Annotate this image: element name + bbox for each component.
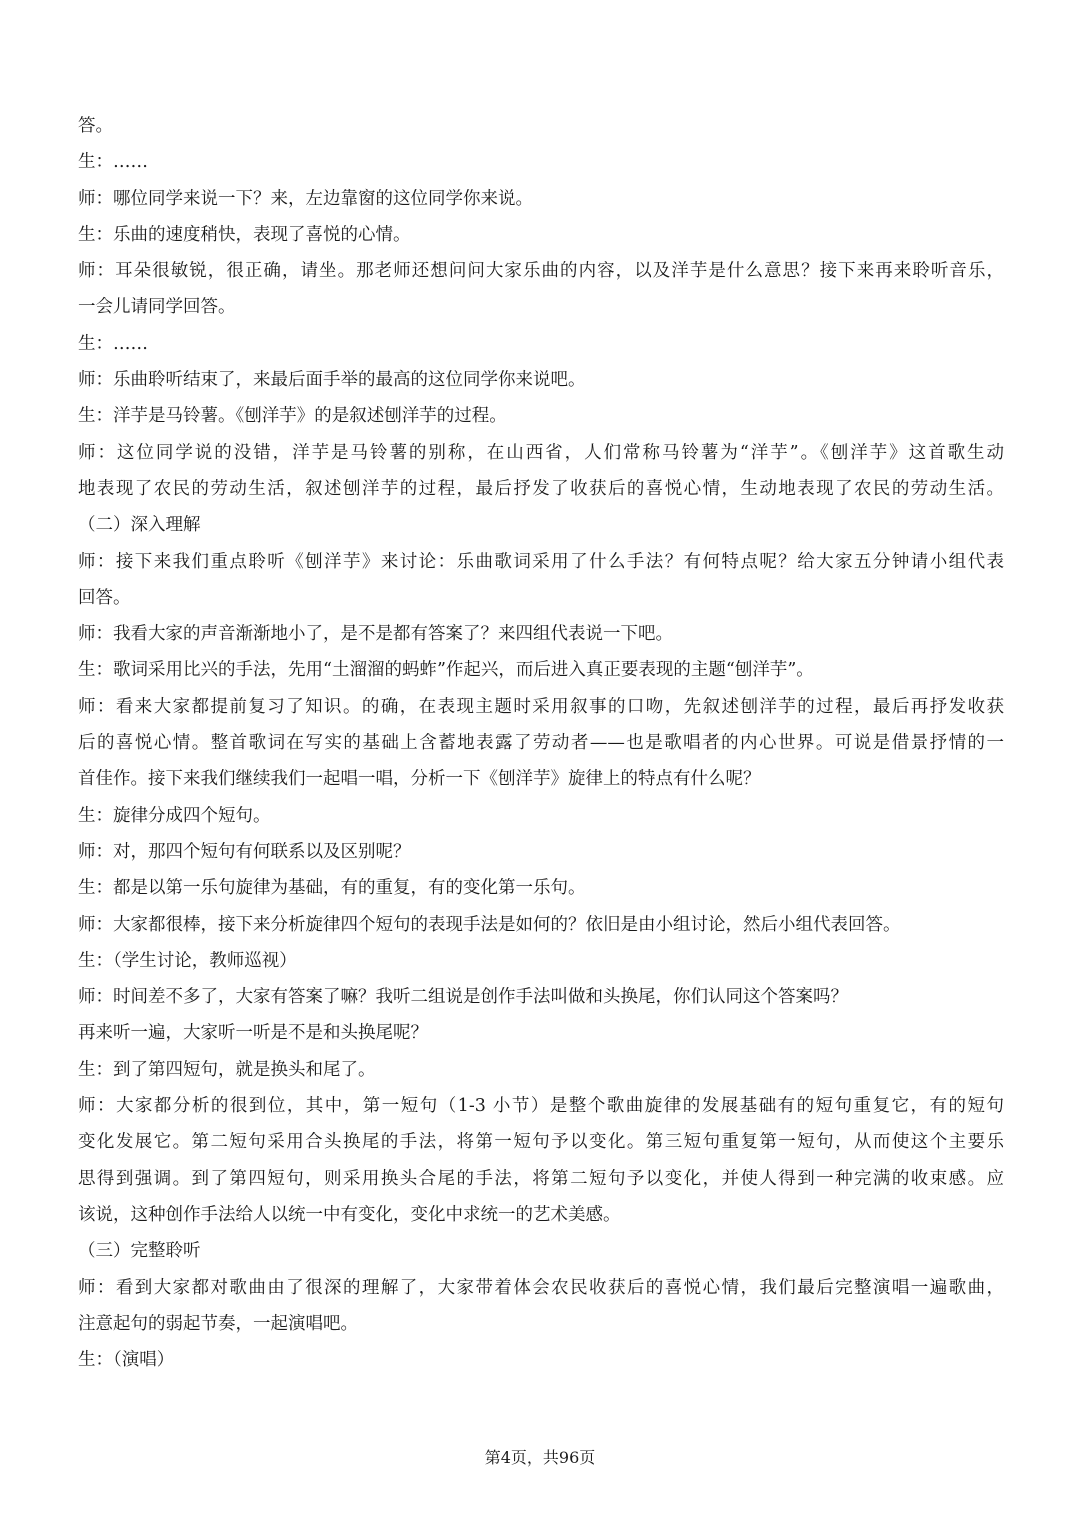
text-line: 回答。	[78, 587, 131, 608]
text-line: 师：我看大家的声音渐渐地小了，是不是都有答案了？来四组代表说一下吧。	[78, 624, 673, 645]
text-line: 首佳作。接下来我们继续我们一起唱一唱，分析一下《刨洋芋》旋律上的特点有什么呢？	[78, 769, 761, 790]
text-line: 变化发展它。第二短句采用合头换尾的手法，将第一短句予以变化。第三短句重复第一短句，从而使这个主要乐	[78, 1132, 1004, 1153]
text-line: （二）深入理解	[78, 515, 201, 536]
text-line: 生：……	[78, 333, 148, 354]
text-line: 生：歌词采用比兴的手法，先用“土溜溜的蚂蚱”作起兴，而后进入真正要表现的主题“刨洋芋”。	[78, 660, 814, 681]
text-line: 师：看到大家都对歌曲由了很深的理解了，大家带着体会农民收获后的喜悦心情，我们最后完整演唱一遍歌曲，	[78, 1277, 1004, 1298]
text-line: （三）完整聆听	[78, 1241, 201, 1262]
text-line: 师：时间差不多了，大家有答案了嘛？我听二组说是创作手法叫做和头换尾，你们认同这个答案吗？	[78, 987, 848, 1008]
text-line: 生：……	[78, 152, 148, 173]
text-line: 生：乐曲的速度稍快，表现了喜悦的心情。	[78, 224, 411, 245]
text-line: 再来听一遍，大家听一听是不是和头换尾呢？	[78, 1023, 428, 1044]
text-line: 师：乐曲聆听结束了，来最后面手举的最高的这位同学你来说吧。	[78, 370, 586, 391]
text-line: 地表现了农民的劳动生活，叙述刨洋芋的过程，最后抒发了收获后的喜悦心情，生动地表现了农民的劳动生活。	[78, 478, 1004, 499]
text-line: 师：对，那四个短句有何联系以及区别呢？	[78, 841, 411, 862]
text-line: 后的喜悦心情。整首歌词在写实的基础上含蓄地表露了劳动者——也是歌唱者的内心世界。可说是借景抒情的一	[78, 733, 1004, 754]
text-line: 生：都是以第一乐句旋律为基础，有的重复，有的变化第一乐句。	[78, 878, 586, 899]
text-line: 生：洋芋是马铃薯。《刨洋芋》的是叙述刨洋芋的过程。	[78, 406, 507, 427]
text-line: 师：耳朵很敏锐，很正确，请坐。那老师还想问问大家乐曲的内容，以及洋芋是什么意思？接下来再来聆听音乐，	[78, 261, 1004, 282]
text-line: 师：大家都很棒，接下来分析旋律四个短句的表现手法是如何的？依旧是由小组讨论，然后小组代表回答。	[78, 914, 901, 935]
text-line: 该说，这种创作手法给人以统一中有变化，变化中求统一的艺术美感。	[78, 1204, 621, 1225]
page-footer: 第4页，共96页	[484, 1448, 596, 1467]
text-line: 答。	[78, 116, 113, 136]
text-line: 生：（演唱）	[78, 1350, 175, 1371]
text-line: 师：哪位同学来说一下？来，左边靠窗的这位同学你来说。	[78, 188, 533, 209]
text-line: 师：看来大家都提前复习了知识。的确，在表现主题时采用叙事的口吻，先叙述刨洋芋的过程，最后再抒发收获	[78, 696, 1004, 717]
page-body	[78, 108, 1004, 1378]
text-line: 师：这位同学说的没错，洋芋是马铃薯的别称，在山西省，人们常称马铃薯为“洋芋”。《刨洋芋》这首歌生动	[78, 442, 1004, 463]
text-line: 师：接下来我们重点聆听《刨洋芋》来讨论：乐曲歌词采用了什么手法？有何特点呢？给大家五分钟请小组代表	[78, 551, 1004, 572]
text-line: 生：旋律分成四个短句。	[78, 805, 271, 826]
text-line: 一会儿请同学回答。	[78, 297, 236, 318]
text-line: 师：大家都分析的很到位，其中，第一短句（1-3 小节）是整个歌曲旋律的发展基础有的短句重复它，有的短句	[78, 1096, 1004, 1117]
text-line: 生：（学生讨论，教师巡视）	[78, 950, 297, 971]
text-line: 思得到强调。到了第四短句，则采用换头合尾的手法，将第二短句予以变化，并使人得到一种完满的收束感。应	[78, 1168, 1004, 1189]
text-line: 生：到了第四短句，就是换头和尾了。	[78, 1059, 376, 1080]
text-line: 注意起句的弱起节奏，一起演唱吧。	[78, 1313, 358, 1334]
